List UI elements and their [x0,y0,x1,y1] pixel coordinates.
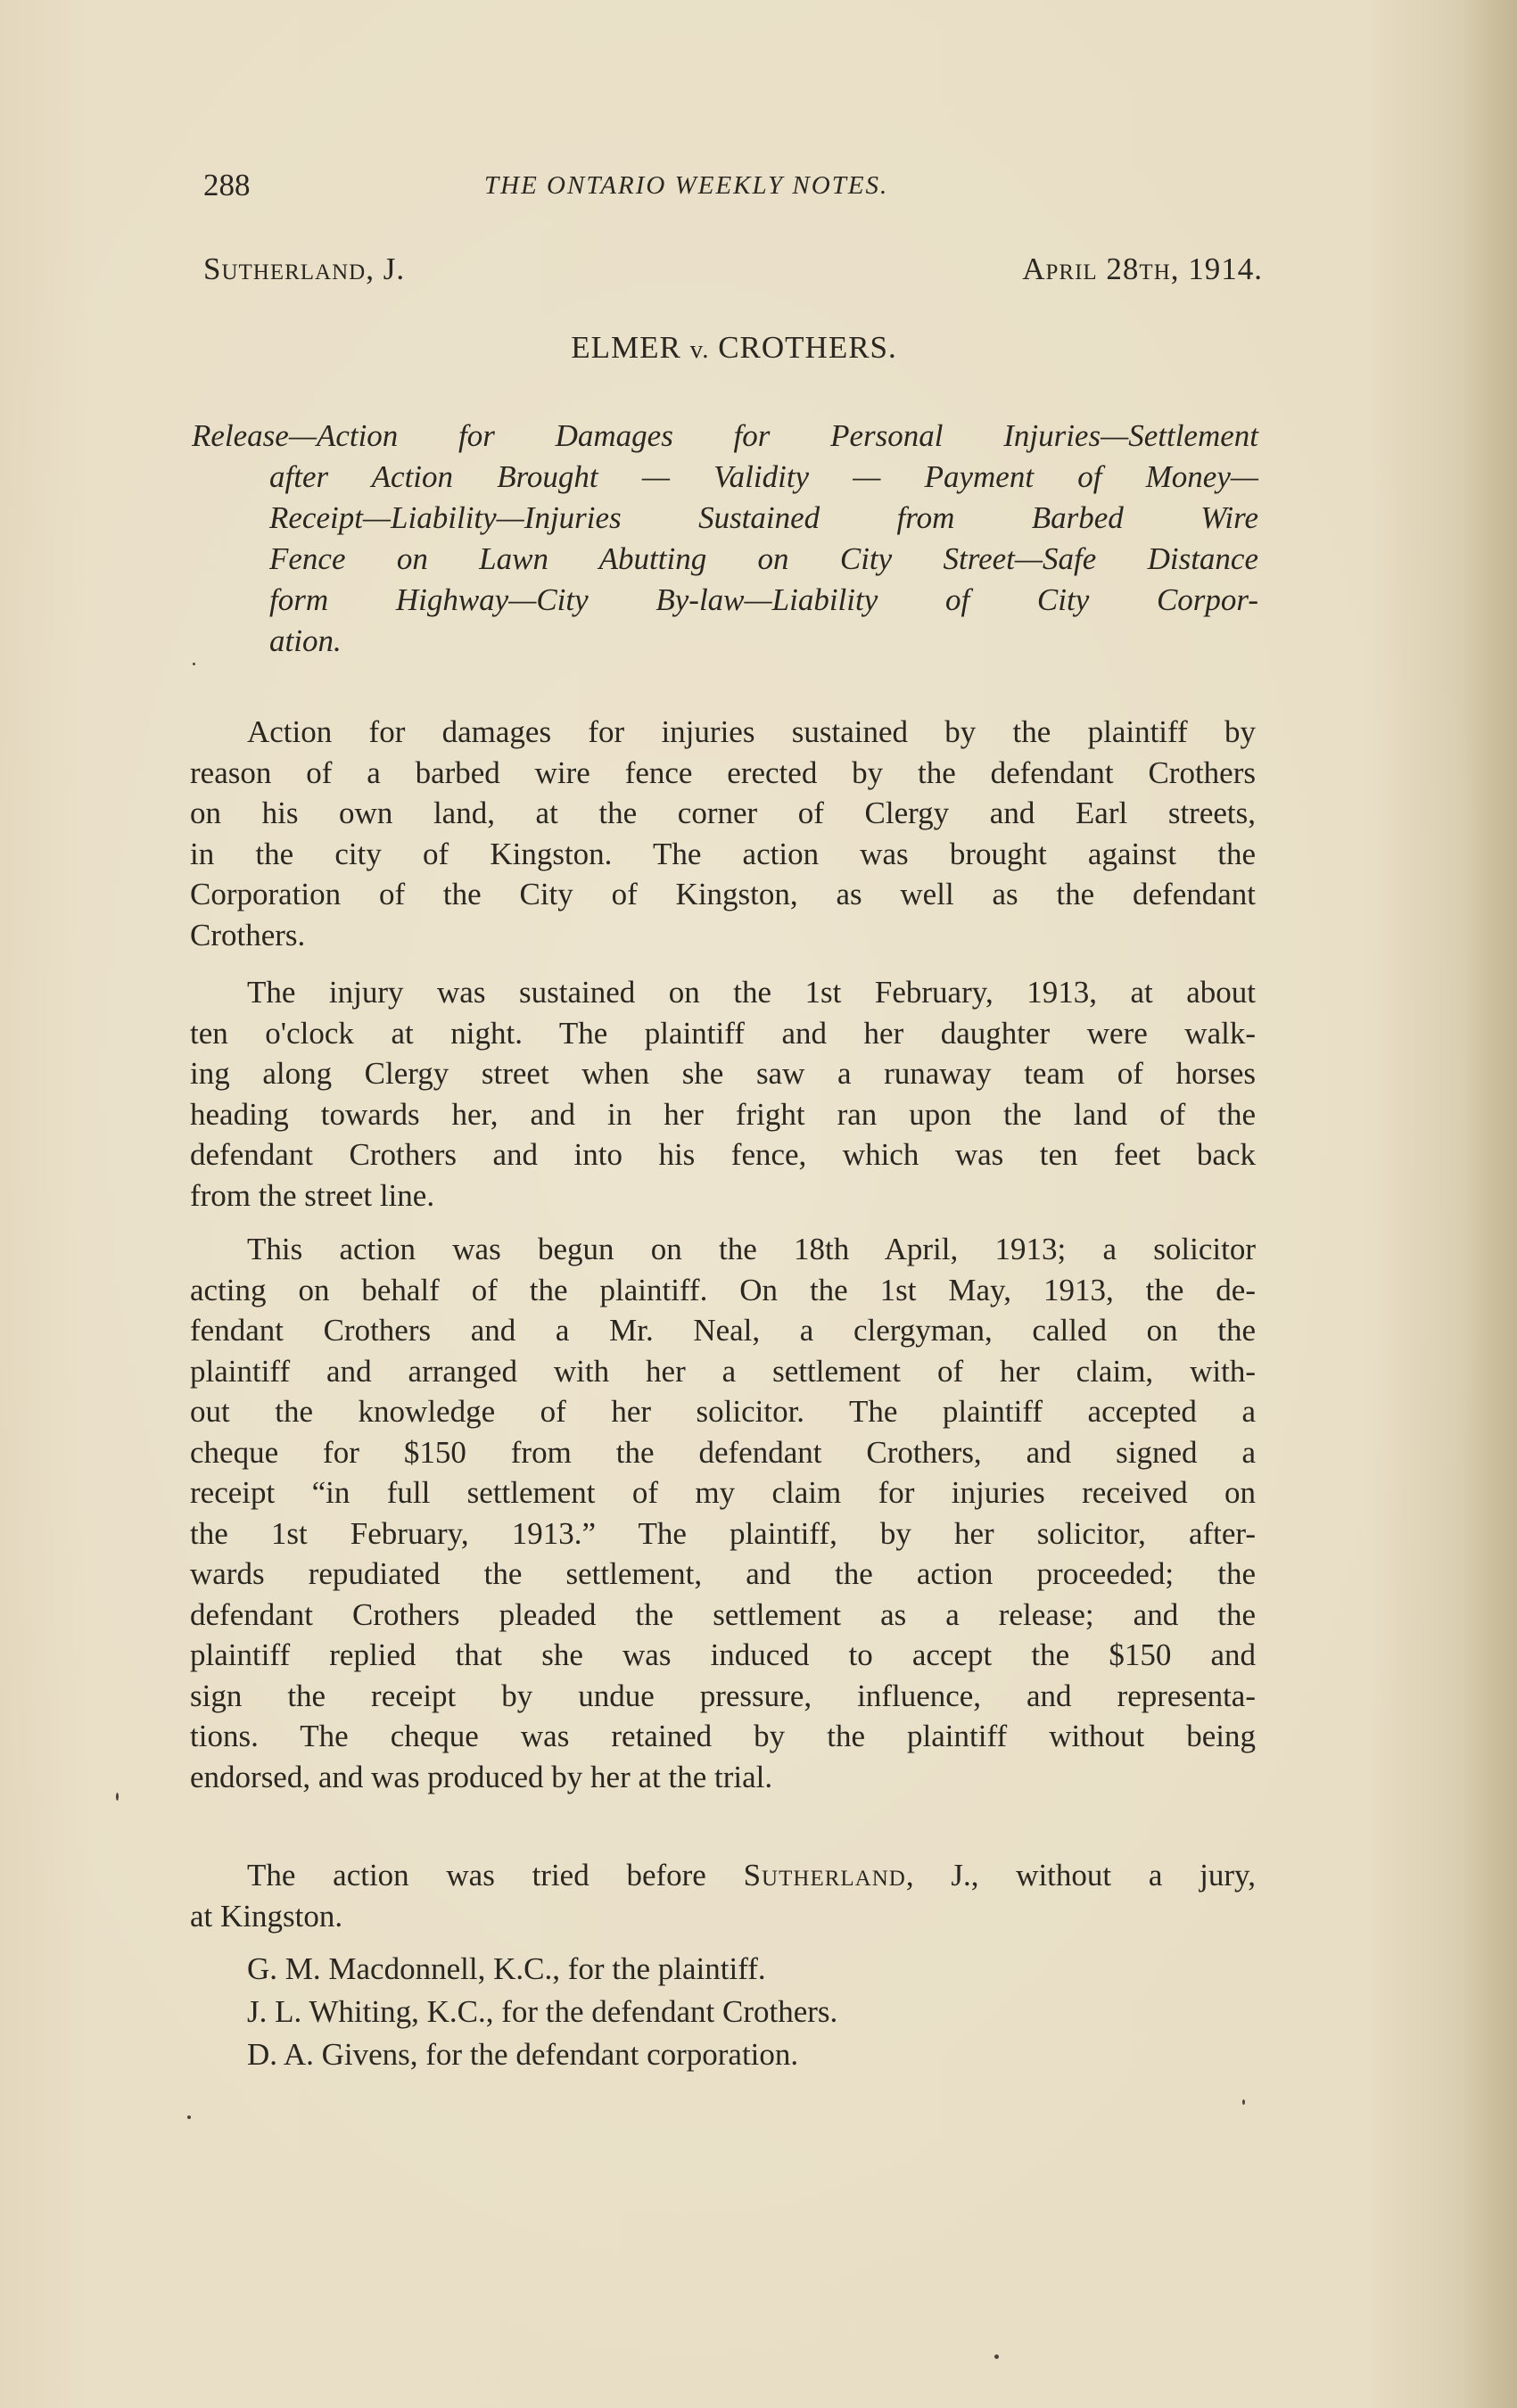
headnote-line: Fence on Lawn Abutting on City Street—Safe Distance [269,541,1258,576]
paragraph-line: defendant Crothers and into his fence, which was ten feet back [190,1137,1256,1172]
paragraph-line: Action for damages for injuries sustained by the plaintiff by [247,714,1256,749]
paragraph-line: The injury was sustained on the 1st February, 1913, at about [247,975,1256,1010]
paragraph-line: cheque for $150 from the defendant Crothers, and signed a [190,1434,1256,1470]
paragraph-line: acting on behalf of the plaintiff. On the 1st May, 1913, the de- [190,1272,1256,1307]
paragraph-line: plaintiff replied that she was induced to accept the $150 and [190,1637,1256,1672]
paragraph-2 [190,972,1256,1216]
trial-text-before: The action was tried before [247,1858,706,1893]
counsel-line: D. A. Givens, for the defendant corporation. [247,2037,799,2072]
running-head [203,168,1265,212]
journal-title: THE ONTARIO WEEKLY NOTES. [484,171,889,200]
paragraph-line: in the city of Kingston. The action was brought against the [190,836,1256,871]
paragraph-line: wards repudiated the settlement, and the action proceeded; the [190,1556,1256,1591]
headnote-line: form Highway—City By-law—Liability of City Corpor- [269,582,1258,617]
case-title-plaintiff: ELMER [571,330,681,365]
ink-speck [193,663,195,665]
paragraph-3 [190,1229,1256,1797]
trial-line: at Kingston. [190,1898,343,1934]
judge-date-line [203,252,1265,296]
counsel-line: J. L. Whiting, K.C., for the defendant Crothers. [247,1994,838,2029]
ink-speck [994,2354,999,2359]
paragraph-line: receipt “in full settlement of my claim for injuries received on [190,1475,1256,1510]
case-title-defendant: CROTHERS. [718,330,897,365]
paragraph-line: Corporation of the City of Kingston, as well as the defendant [190,877,1256,911]
paragraph-line: ten o'clock at night. The plaintiff and her daughter were walk- [190,1015,1256,1051]
paragraph-line: defendant Crothers pleaded the settlement as a release; and the [190,1596,1256,1632]
headnote-line: Receipt—Liability—Injuries Sustained from Barbed Wire [269,500,1258,535]
paragraph-line: plaintiff and arranged with her a settlement of her claim, with- [190,1353,1256,1389]
page-edge-shadow [1463,0,1517,2408]
paragraph-line: Crothers. [190,917,306,952]
paragraph-line: endorsed, and was produced by her at the trial. [190,1759,773,1794]
paragraph-line: fendant Crothers and a Mr. Neal, a clergyman, called on the [190,1313,1256,1348]
paragraph-line: from the street line. [190,1177,435,1213]
judge-name: Sutherland, J. [203,252,406,286]
ink-speck [187,2115,191,2119]
paragraph-line: on his own land, at the corner of Clergy and Earl streets, [190,796,1256,830]
case-title-v: v. [689,335,710,364]
paragraph-line: ing along Clergy street when she saw a runaway team of horses [190,1056,1256,1091]
paragraph-1 [190,712,1256,955]
headnote-line: Release—Action for Damages for Personal Injuries—Settlement [192,418,1258,453]
paragraph-line: the 1st February, 1913.” The plaintiff, by her solicitor, after- [190,1515,1256,1551]
paragraph-line: out the knowledge of her solicitor. The plaintiff accepted a [190,1394,1256,1429]
headnote-line: ation. [269,623,342,658]
trial-judge: Sutherland [743,1858,906,1893]
paragraph-line: reason of a barbed wire fence erected by the defendant Crothers [190,755,1256,790]
paragraph-line: sign the receipt by undue pressure, influence, and representa- [190,1678,1256,1713]
paragraph-line: heading towards her, and in her fright ran upon the land of the [190,1096,1256,1132]
headnote [192,416,1258,662]
case-title [203,330,1265,366]
trial-line [190,1855,1256,1896]
paragraph-line: tions. The cheque was retained by the plaintiff without being [190,1719,1256,1753]
decision-date: April 28th, 1914. [1022,252,1263,286]
counsel-line: G. M. Macdonnell, K.C., for the plaintiff. [247,1951,766,1986]
paragraph-line: This action was begun on the 18th April, 1913; a solicitor [247,1232,1256,1266]
trial-paragraph [190,1855,1256,1936]
ink-speck [1242,2099,1245,2105]
headnote-line: after Action Brought — Validity — Payment of Money— [269,459,1258,494]
page-number: 288 [203,168,251,202]
trial-text-after: , J., without a jury, [905,1858,1256,1893]
ink-speck [116,1793,119,1801]
